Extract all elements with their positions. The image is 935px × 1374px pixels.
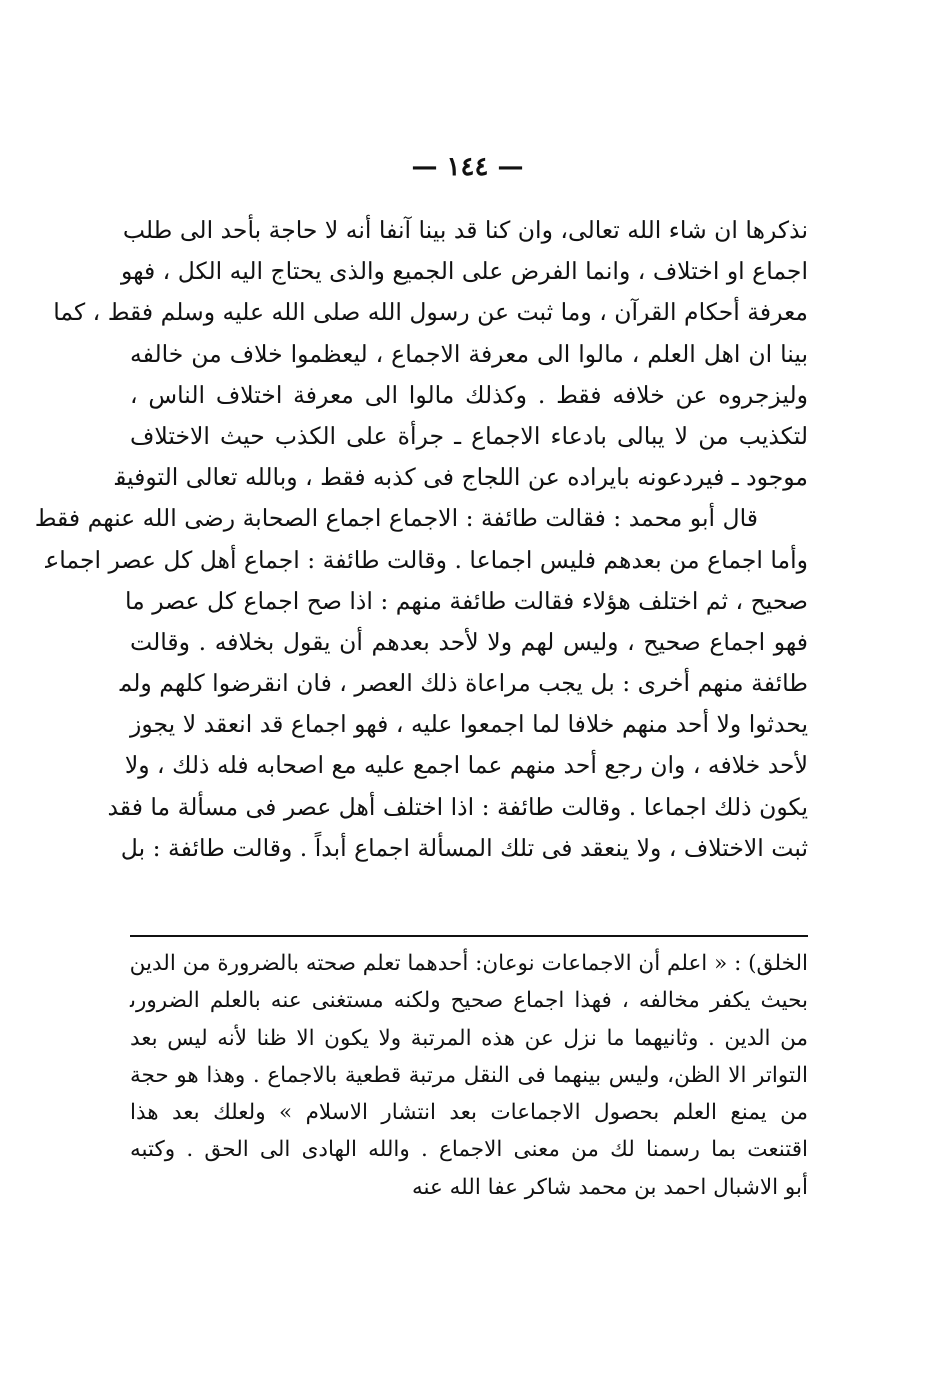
text-line: لتكذيب من لا يبالى بادعاء الاجماع ـ جرأة على الكذب حيث الاختلاف [130, 421, 808, 450]
page-number: — ١٤٤ — [411, 152, 524, 182]
footnote-line: الخلق) : « اعلم أن الاجماعات نوعان: أحدهما تعلم صحته بالضرورة من الدين [129, 951, 808, 976]
footnote-line: اقتنعت بما رسمنا لك من معنى الاجماع . والله الهادى الى الحق . وكتبه [130, 1137, 808, 1163]
footnote-line: أبو الاشبال احمد بن محمد شاكر عفا الله عنه [411, 1174, 808, 1200]
text-line: وأما اجماع من بعدهم فليس اجماعا . وقالت طائفة : اجماع أهل كل عصر اجماع [45, 545, 808, 574]
footnote-line: التواتر الا الظن، وليس بينهما فى النقل مرتبة قطعية بالاجماع . وهذا هو حجة [130, 1062, 808, 1088]
text-line: يحدثوا ولا أحد منهم خلافا لما اجمعوا عليه ، فهو اجماع قد انعقد لا يجوز [130, 710, 808, 739]
text-line: فهو اجماع صحيح ، وليس لهم ولا لأحد بعدهم أن يقول بخلافه . وقالت [130, 627, 808, 656]
text-line: نذكرها ان شاء الله تعالى، وان كنا قد بينا آنفا أنه لا حاجة بأحد الى طلب [122, 216, 808, 244]
text-line: لأحد خلافه ، وان رجع أحد منهم عما اجمع عليه مع اصحابه فله ذلك ، ولا [124, 751, 808, 780]
text-line: طائفة منهم أخرى : بل يجب مراعاة ذلك العصر ، فان انقرضوا كلهم ولم [119, 669, 808, 698]
text-line: وليزجروه عن خلافه فقط . وكذلك مالوا الى معرفة اختلاف الناس ، [130, 380, 808, 409]
text-line: يكون ذلك اجماعا . وقالت طائفة : اذا اختلف أهل عصر فى مسألة ما فقد [107, 792, 808, 821]
text-line: بينا ان اهل العلم ، مالوا الى معرفة الاجماع ، ليعظموا خلاف من خالفه [130, 339, 808, 368]
text-line: ثبت الاختلاف ، ولا ينعقد فى تلك المسألة اجماع أبداً . وقالت طائفة : بل [120, 833, 808, 862]
text-line: صحيح ، ثم اختلف هؤلاء فقالت طائفة منهم : اذا صح اجماع كل عصر ما [124, 586, 808, 615]
text-line: معرفة أحكام القرآن ، وما ثبت عن رسول الله صلى الله عليه وسلم فقط ، كما [53, 298, 808, 327]
footnote [130, 945, 808, 1206]
footnote-line: من الدين . وثانيهما ما نزل عن هذه المرتبة ولا يكون الا ظنا لأنه ليس بعد [130, 1025, 808, 1051]
footnote-line: من يمنع العلم بحصول الاجماعات بعد انتشار الاسلام » ولعلك بعد هذا [130, 1100, 808, 1126]
main-text [34, 210, 808, 869]
text-line: قال أبو محمد : فقالت طائفة : الاجماع اجماع الصحابة رضى الله عنهم فقط [34, 504, 758, 533]
footnote-line: بحيث يكفر مخالفه ، فهذا اجماع صحيح ولكنه مستغنى عنه بالعلم الضرورى [130, 988, 808, 1014]
text-line: اجماع او اختلاف ، وانما الفرض على الجميع والذى يحتاج اليه الكل ، فهو [120, 257, 808, 286]
text-line: موجود ـ فيردعونه بايراده عن اللجاج فى كذبه فقط ، وبالله تعالى التوفيق [115, 463, 808, 492]
footnote-divider [130, 935, 808, 937]
